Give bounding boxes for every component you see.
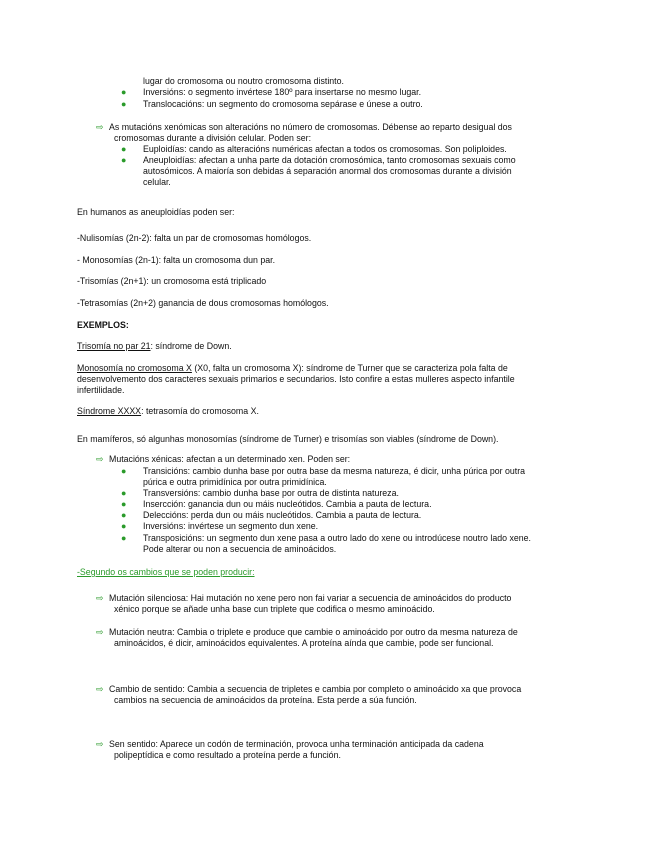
mutacion-silenciosa-line1: Mutación silenciosa: Hai mutación no xene pero non fai variar a secuencia de aminoácidos do producto <box>109 593 512 603</box>
list-item-euploidias: Euploidías: cando as alteracións numéricas afectan a todos os cromosomas. Son poliploides. <box>143 144 507 154</box>
bullet-icon: ● <box>121 466 127 476</box>
list-item-translocations: Translocacións: un segmento do cromosoma sepárase e únese a outro. <box>143 99 423 109</box>
sen-sentido-line1: Sen sentido: Aparece un codón de terminación, provoca unha terminación anticipada da cadena <box>109 739 484 749</box>
aneuploidia-trisomias: -Trisomías (2n+1): un cromosoma está triplicado <box>77 276 267 286</box>
example-sindrome-xxxx <box>77 406 259 417</box>
example-title: Trisomía no par 21 <box>77 341 151 351</box>
bullet-icon: ● <box>121 488 127 498</box>
humanos-intro: En humanos as aneuploidías poden ser: <box>77 207 235 217</box>
xenicas-intro: Mutacións xénicas: afectan a un determinado xen. Poden ser: <box>109 454 351 464</box>
mutacion-silenciosa-line2: xénico porque se añade unha base cun triplete que codifica o mesmo aminoácido. <box>114 604 435 614</box>
xenomicas-intro-line1: As mutacións xenómicas son alteracións no número de cromosomas. Débense ao reparto desigual dos <box>109 122 512 132</box>
arrow-icon: ⇨ <box>96 593 104 603</box>
list-item-inversions: Inversións: o segmento invértese 180º para insertarse no mesmo lugar. <box>143 87 422 97</box>
list-item-transicions-line2: púrica e outra primidínica por outra primidínica. <box>143 477 327 487</box>
bullet-icon: ● <box>121 99 127 109</box>
example-title: Síndrome XXXX <box>77 406 142 416</box>
segundo-heading: -Segundo os cambios que se poden producir: <box>77 567 255 577</box>
cambio-sentido-line1: Cambio de sentido: Cambia a secuencia de tripletes e cambia por completo o aminoácido xa que provoca <box>109 684 522 694</box>
list-item-insercion: Insercción: ganancia dun ou máis nucleótidos. Cambia a pauta de lectura. <box>143 499 432 509</box>
mutacion-neutra-line1: Mutación neutra: Cambia o triplete e produce que cambie o aminoácido por outro da mesma natureza de <box>109 627 518 637</box>
example-monosomia-x-line1 <box>77 363 508 374</box>
mutacion-neutra-line2: aminoácidos, é dicir, aminoácidos equivalentes. A proteína aínda que cambie, pode ser funcional. <box>114 638 494 648</box>
example-text: (X0, falta un cromosoma X): síndrome de Turner que se caracteriza pola falta de <box>191 363 508 373</box>
sen-sentido-line2: polipeptídica e como resultado a proteína perde a función. <box>114 750 341 760</box>
xenomicas-intro-line2: cromosomas durante a división celular. Poden ser: <box>114 133 312 143</box>
aneuploidia-tetrasomias: -Tetrasomías (2n+2) ganancia de dous cromosomas homólogos. <box>77 298 329 308</box>
list-item-transversions: Transversións: cambio dunha base por outra de distinta natureza. <box>143 488 399 498</box>
cambio-sentido-line2: cambios na secuencia de aminoácidos da proteína. Esta perde a súa función. <box>114 695 417 705</box>
bullet-icon: ● <box>121 533 127 543</box>
bullet-icon: ● <box>121 510 127 520</box>
example-text: : síndrome de Down. <box>150 341 232 351</box>
example-text: : tetrasomía do cromosoma X. <box>141 406 259 416</box>
mamiferos-paragraph: En mamíferos, só algunhas monosomías (síndrome de Turner) e trisomías son viables (síndrome de Down). <box>77 434 499 444</box>
list-item-inversions-xen: Inversións: invértese un segmento dun xene. <box>143 521 319 531</box>
example-trisomia-21 <box>77 341 232 352</box>
list-item-transicions-line1: Transicións: cambio dunha base por outra base da mesma natureza, é dicir, unha púrica por outra <box>143 466 526 476</box>
bullet-icon: ● <box>121 144 127 154</box>
arrow-icon: ⇨ <box>96 122 104 132</box>
example-monosomia-x-line2: desenvolvemento dos caracteres sexuais primarios e secundarios. Isto confire a estas mulleres aspecto infantile <box>77 374 515 384</box>
aneuploidia-nulisomias: -Nulisomías (2n-2): falta un par de cromosomas homólogos. <box>77 233 312 243</box>
list-item-aneuploidias-line3: celular. <box>143 177 171 187</box>
list-item-aneuploidias-line1: Aneuploidías: afectan a unha parte da dotación cromosómica, tanto cromosomas sexuais como <box>143 155 516 165</box>
exemplos-heading: EXEMPLOS: <box>77 320 129 330</box>
list-item-deleccions: Deleccións: perda dun ou máis nucleótidos. Cambia a pauta de lectura. <box>143 510 422 520</box>
arrow-icon: ⇨ <box>96 454 104 464</box>
example-monosomia-x-line3: infertilidade. <box>77 385 125 395</box>
arrow-icon: ⇨ <box>96 684 104 694</box>
aneuploidia-monosomias: - Monosomías (2n-1): falta un cromosoma dun par. <box>77 255 276 265</box>
top-list-continuation: lugar do cromosoma ou noutro cromosoma distinto. <box>143 76 344 86</box>
list-item-transposicions-line2: Pode alterar ou non a secuencia de aminoácidos. <box>143 544 337 554</box>
list-item-aneuploidias-line2: autosómicos. A maioría son debidas á separación anormal dos cromosomas durante a división <box>143 166 512 176</box>
bullet-icon: ● <box>121 87 127 97</box>
arrow-icon: ⇨ <box>96 739 104 749</box>
list-item-transposicions-line1: Transposicións: un segmento dun xene pasa a outro lado do xene ou introdúcese noutro lado xene. <box>143 533 531 543</box>
example-title: Monosomía no cromosoma X <box>77 363 192 373</box>
bullet-icon: ● <box>121 155 127 165</box>
arrow-icon: ⇨ <box>96 627 104 637</box>
bullet-icon: ● <box>121 521 127 531</box>
bullet-icon: ● <box>121 499 127 509</box>
